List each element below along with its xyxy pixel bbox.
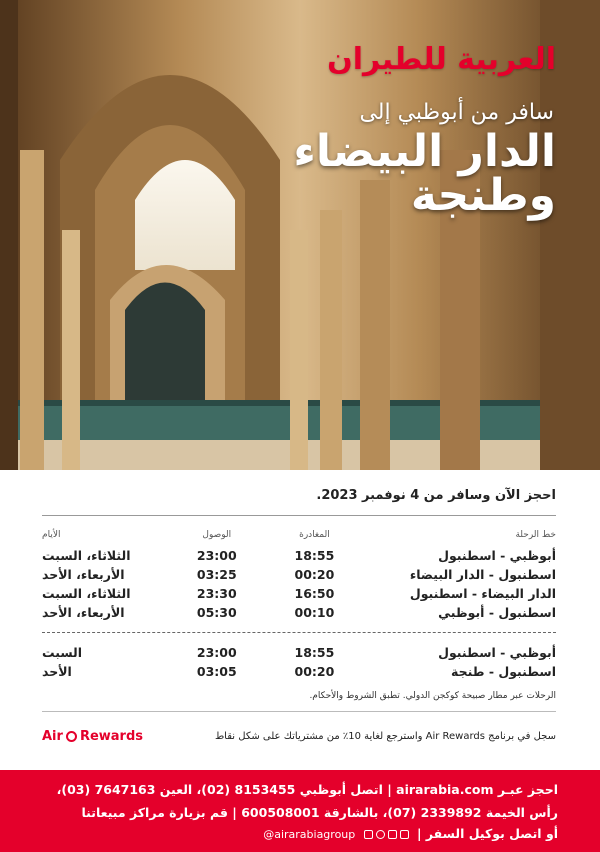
arrival-cell: 23:00: [196, 548, 237, 563]
header-days: الأيام: [42, 530, 61, 540]
table-row: [42, 643, 556, 662]
headline-destination-1: الدار البيضاء: [293, 126, 556, 177]
route-cell: اسطنبول - الدار البيضاء: [409, 567, 556, 582]
air-rewards-logo: [42, 729, 143, 744]
route-cell: اسطنبول - أبوظبي: [438, 605, 556, 620]
youtube-icon[interactable]: [364, 830, 373, 839]
flight-schedule-table-2: [42, 643, 556, 681]
days-cell: الأحد: [42, 664, 72, 679]
departure-cell: 00:20: [294, 664, 335, 679]
days-cell: الثلاثاء، السبت: [42, 586, 131, 601]
booking-intro: احجز الآن وسافر من 4 نوفمبر 2023.: [316, 488, 556, 503]
headline-subtitle: سافر من أبوظبي إلى: [359, 100, 554, 125]
route-cell: الدار البيضاء - اسطنبول: [409, 586, 556, 601]
divider: [42, 711, 556, 712]
schedule-section: [42, 470, 556, 746]
instagram-icon[interactable]: [376, 830, 385, 839]
table-row: [42, 662, 556, 681]
table-header-row: [42, 516, 556, 546]
dashed-divider: [42, 632, 556, 633]
departure-cell: 18:55: [294, 645, 335, 660]
social-handle[interactable]: @airarabiagroup: [263, 828, 356, 841]
departure-cell: 18:55: [294, 548, 335, 563]
footer-line-2: رأس الخيمة 2339892 (07)، بالشارقة 600508001 | قم بزيارة مراكز مبيعاتنا: [81, 805, 558, 820]
days-cell: السبت: [42, 645, 83, 660]
rewards-logo-rewards: Rewards: [79, 728, 144, 744]
route-cell: أبوظبي - اسطنبول: [438, 645, 556, 660]
header-route: خط الرحلة: [515, 530, 556, 540]
schedule-group-2: [42, 643, 556, 681]
terms-note: الرحلات عبر مطار صبيحة كوكجن الدولي. تطبق الشروط والأحكام.: [309, 691, 556, 701]
route-cell: أبوظبي - اسطنبول: [438, 548, 556, 563]
footer-line-3: [263, 826, 558, 841]
route-cell: اسطنبول - طنجة: [451, 664, 556, 679]
headline-destination-2: وطنجة: [410, 170, 556, 221]
days-cell: الأربعاء، الأحد: [42, 605, 125, 620]
departure-cell: 00:20: [294, 567, 335, 582]
footer-line-1: احجز عبـر airarabia.com | اتصل أبوظبي 8153455 (02)، العين 7647163 (03)،: [56, 782, 558, 797]
table-row: [42, 584, 556, 603]
table-row: [42, 603, 556, 622]
days-cell: الأربعاء، الأحد: [42, 567, 125, 582]
social-icons: [364, 830, 409, 839]
airline-logo-text: العربية للطيران: [327, 42, 556, 77]
table-row: [42, 565, 556, 584]
rewards-banner: [42, 726, 556, 746]
ring-icon: [66, 731, 77, 742]
twitter-icon[interactable]: [388, 830, 397, 839]
arrival-cell: 05:30: [196, 605, 237, 620]
footer-agent-text: أو اتصل بوكيل السفر |: [416, 826, 558, 841]
table-row: [42, 546, 556, 565]
departure-cell: 00:10: [294, 605, 335, 620]
arrival-cell: 23:30: [196, 586, 237, 601]
flight-schedule-table: [42, 516, 556, 622]
rewards-text: سجل في برنامج Air Rewards واسترجع لغاية 10٪ من مشترياتك على شكل نقاط: [214, 730, 556, 742]
facebook-icon[interactable]: [400, 830, 409, 839]
rewards-logo-air: Air: [42, 728, 63, 744]
days-cell: الثلاثاء، السبت: [42, 548, 131, 563]
contact-footer: [0, 770, 600, 852]
arrival-cell: 03:25: [196, 567, 237, 582]
header-arrival: الوصول: [202, 530, 232, 540]
arrival-cell: 03:05: [196, 664, 237, 679]
schedule-group-1: [42, 546, 556, 622]
header-departure: المغادرة: [299, 530, 330, 540]
arrival-cell: 23:00: [196, 645, 237, 660]
departure-cell: 16:50: [294, 586, 335, 601]
